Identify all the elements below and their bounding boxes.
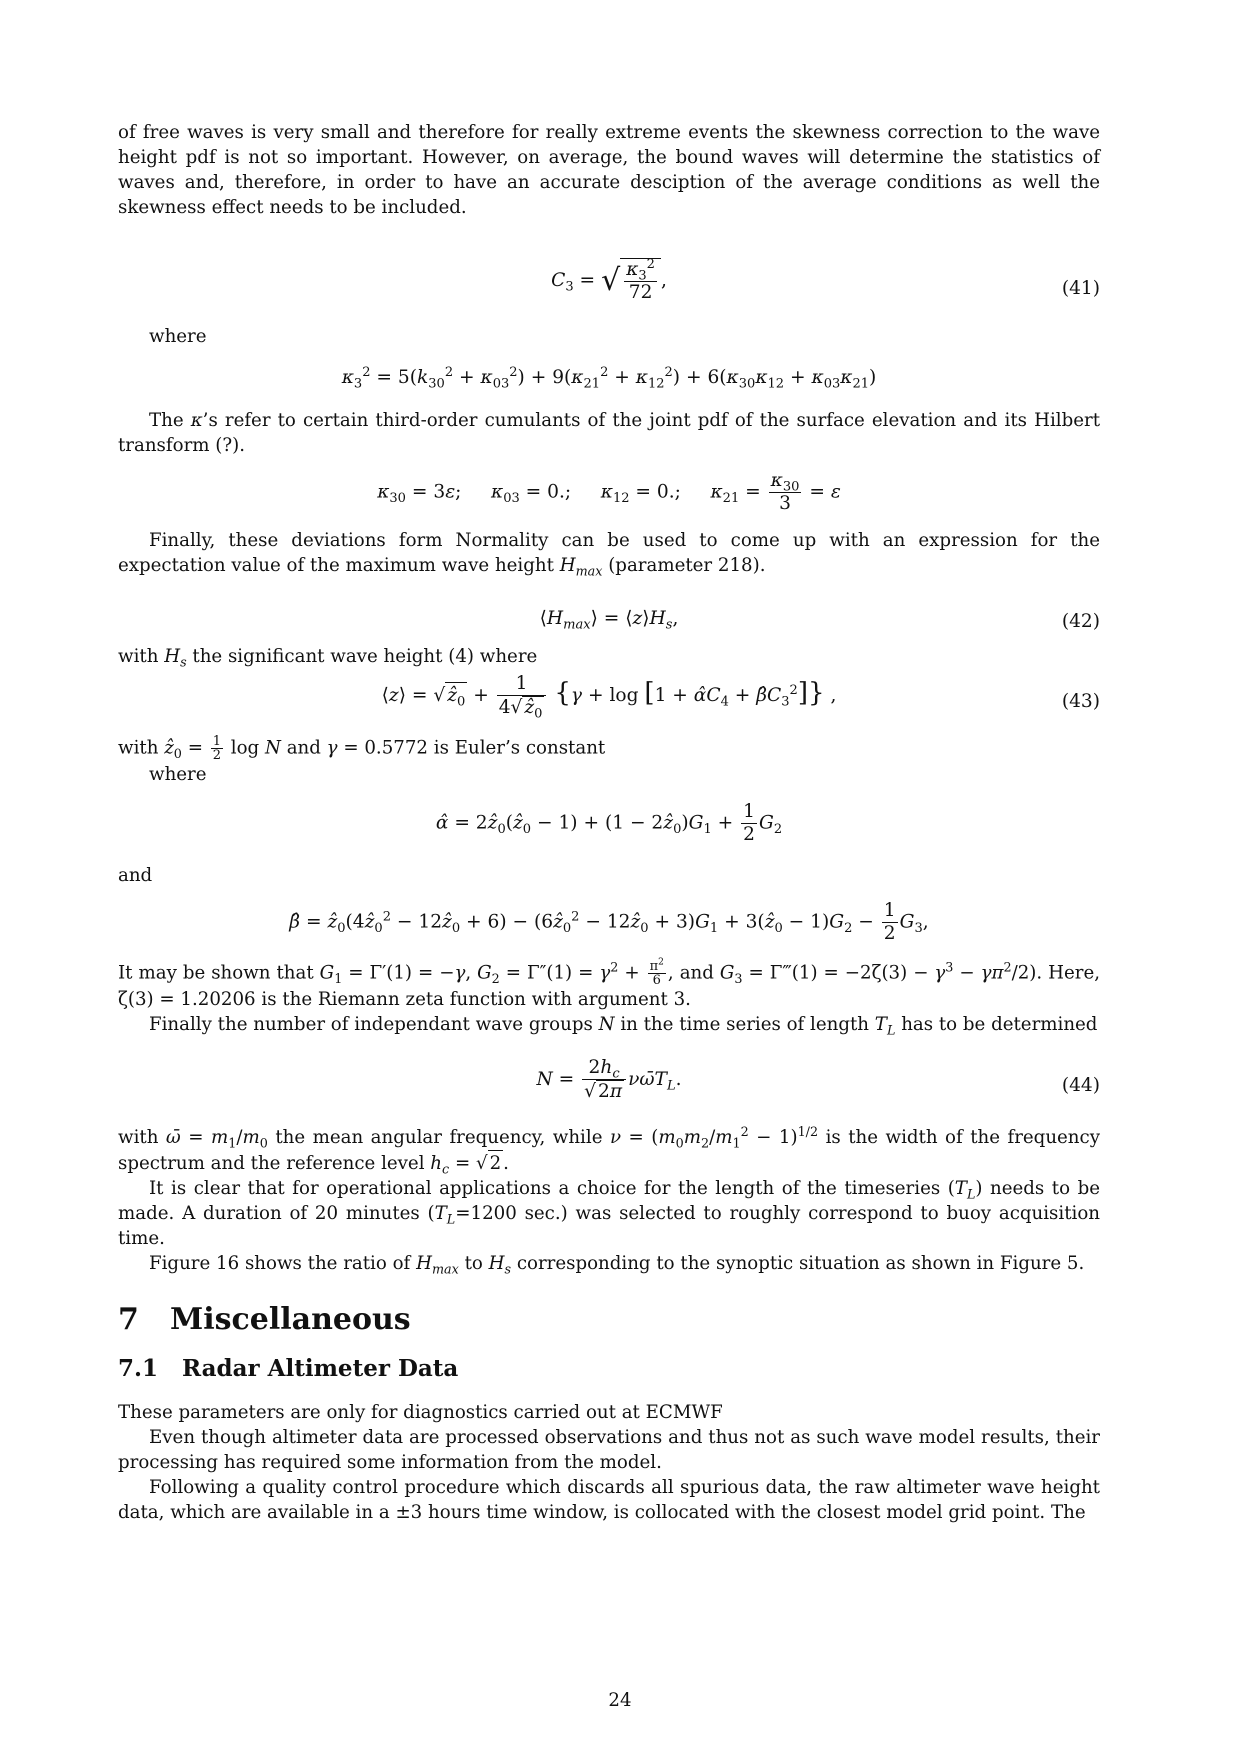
where-label: where [149, 764, 207, 785]
paragraph-gamma-functions: It may be shown that $G_1 = \Gamma'(1) = -\gamma$, $G_2 = \Gamma''(1) = \gamma^2$ + $\frac{\pi^2}{6}$ , and $G_3$ = Γ‴(1) = $-2\zeta(3) - \gamma^3 - \gamma\pi^2/2$). Here, ζ(3) = 1.20206 is the Riemann zeta function with argument 3. [118, 957, 1100, 1010]
equation-41: $C_3$ = √ $\frac{\kappa_3^2}{72}$ , (41) [551, 256, 1100, 303]
section-heading: 7 Miscellaneous [118, 1302, 411, 1337]
equation-alpha: α̂ = 2ẑ$_0$(ẑ$_0$ − $1) + (1 - 2ẑ_0)G_1$ + $\frac{1}{2}$ $G_2$ [435, 801, 783, 845]
paragraph-quality-control: Following a quality control procedure which discards all spurious data, the raw altimeter wave height data, which are available in a ±3 hours time window, is collocated with the closest model grid point. The [118, 1477, 1100, 1523]
equation-beta: β̂ = ẑ$_0$(4ẑ$_0^2$ − 12ẑ$_0$ + 6) − (6ẑ$_0^2$ − 12ẑ$_0$ + $3)G_1$ + 3(ẑ$_0$ − $1)G_2$ − $\frac{1}{2}$ $G_3$, [289, 900, 929, 944]
paragraph-euler: with ẑ$_0$ = $\frac{1}{2}$ log N and γ = 0.5772 is Euler’s constant [118, 734, 606, 763]
equation-kappa-values: $\kappa_{30} = 3\varepsilon$; $\kappa_{03} = 0$.; $\kappa_{12} = 0$.; $\kappa_{21}$ = $\frac{\kappa_{30}}{3}$ = ε [377, 470, 841, 514]
paragraph-altimeter: Even though altimeter data are processed observations and thus not as such wave model results, their processing has required some information from the model. [118, 1427, 1100, 1473]
and-label: and [118, 865, 153, 886]
paragraph-wave-groups: Finally the number of independant wave groups N in the time series of length $T_L$ has to be determined [149, 1014, 1098, 1039]
paragraph-hs: with $H_s$ the significant wave height (4) where [118, 646, 538, 671]
where-label: where [149, 326, 207, 347]
page-number: 24 [608, 1690, 632, 1711]
equation-number: (42) [1061, 611, 1100, 632]
equation-43: ⟨z⟩ = √ ẑ$_0$ + $\frac{1}{4√ ẑ_0}$ {$\gamma + \log [1 + \alphâC_4$ + $\betâC_3^2$]} , (43) [381, 673, 1100, 722]
paragraph-skewness: of free waves is very small and therefore for really extreme events the skewness correction to the wave height pdf is not so important. However, on average, the bound waves will determine the statistics of waves and, therefore, in order to have an accurate desciption of the average conditions as well the skewness effect needs to be included. [118, 122, 1100, 218]
equation-44: N = $\frac{2h_c}{√ 2\pi}$ $\nu\omegāT_L$. (44) [536, 1057, 1100, 1102]
equation-number: (43) [1061, 691, 1100, 712]
equation-number: (44) [1061, 1075, 1100, 1096]
paragraph-normality: Finally, these deviations form Normality can be used to come up with an expression for the expectation value of the maximum wave height $H_{max}$ (parameter 218). [118, 530, 1100, 580]
paragraph-figure16: Figure 16 shows the ratio of $H_{max}$ to $H_s$ corresponding to the synoptic situation as shown in Figure 5. [149, 1253, 1085, 1278]
equation-kappa3: $\kappa_3^2 = 5(k_{30}^2 + \kappa_{03}^2) + 9(\kappa_{21}^2 + \kappa_{12}^2) + 6(\kappa_{30}\kappa_{12} + \kappa_{03}\kappa_{21})$ [341, 364, 877, 392]
paragraph-frequency: with ω̄ = $m_1/m_0$ the mean angular frequency, while $\nu = (m_0m_2/m_1^2 - 1)^{1/2}$ is the width of the frequency spectrum and the reference level $h_c$ = √ 2 . [118, 1124, 1100, 1178]
paragraph-duration: It is clear that for operational applications a choice for the length of the timeseries $(T_L)$ needs to be made. A duration of 20 minutes ($T_L=1200$ sec.) was selected to roughly correspond to buoy acquisition time. [118, 1178, 1100, 1249]
subsection-heading: 7.1 Radar Altimeter Data [118, 1355, 459, 1382]
paragraph-diagnostics: These parameters are only for diagnostics carried out at ECMWF [118, 1402, 723, 1423]
equation-number: (41) [1061, 278, 1100, 299]
paragraph-kappas: The κ’s refer to certain third-order cumulants of the joint pdf of the surface elevation and its Hilbert transform (?). [118, 410, 1101, 456]
equation-42: $⟨H_{max}⟩$ = $⟨z⟩H_s$, (42) [118, 606, 1100, 638]
page-content [118, 120, 1100, 1525]
